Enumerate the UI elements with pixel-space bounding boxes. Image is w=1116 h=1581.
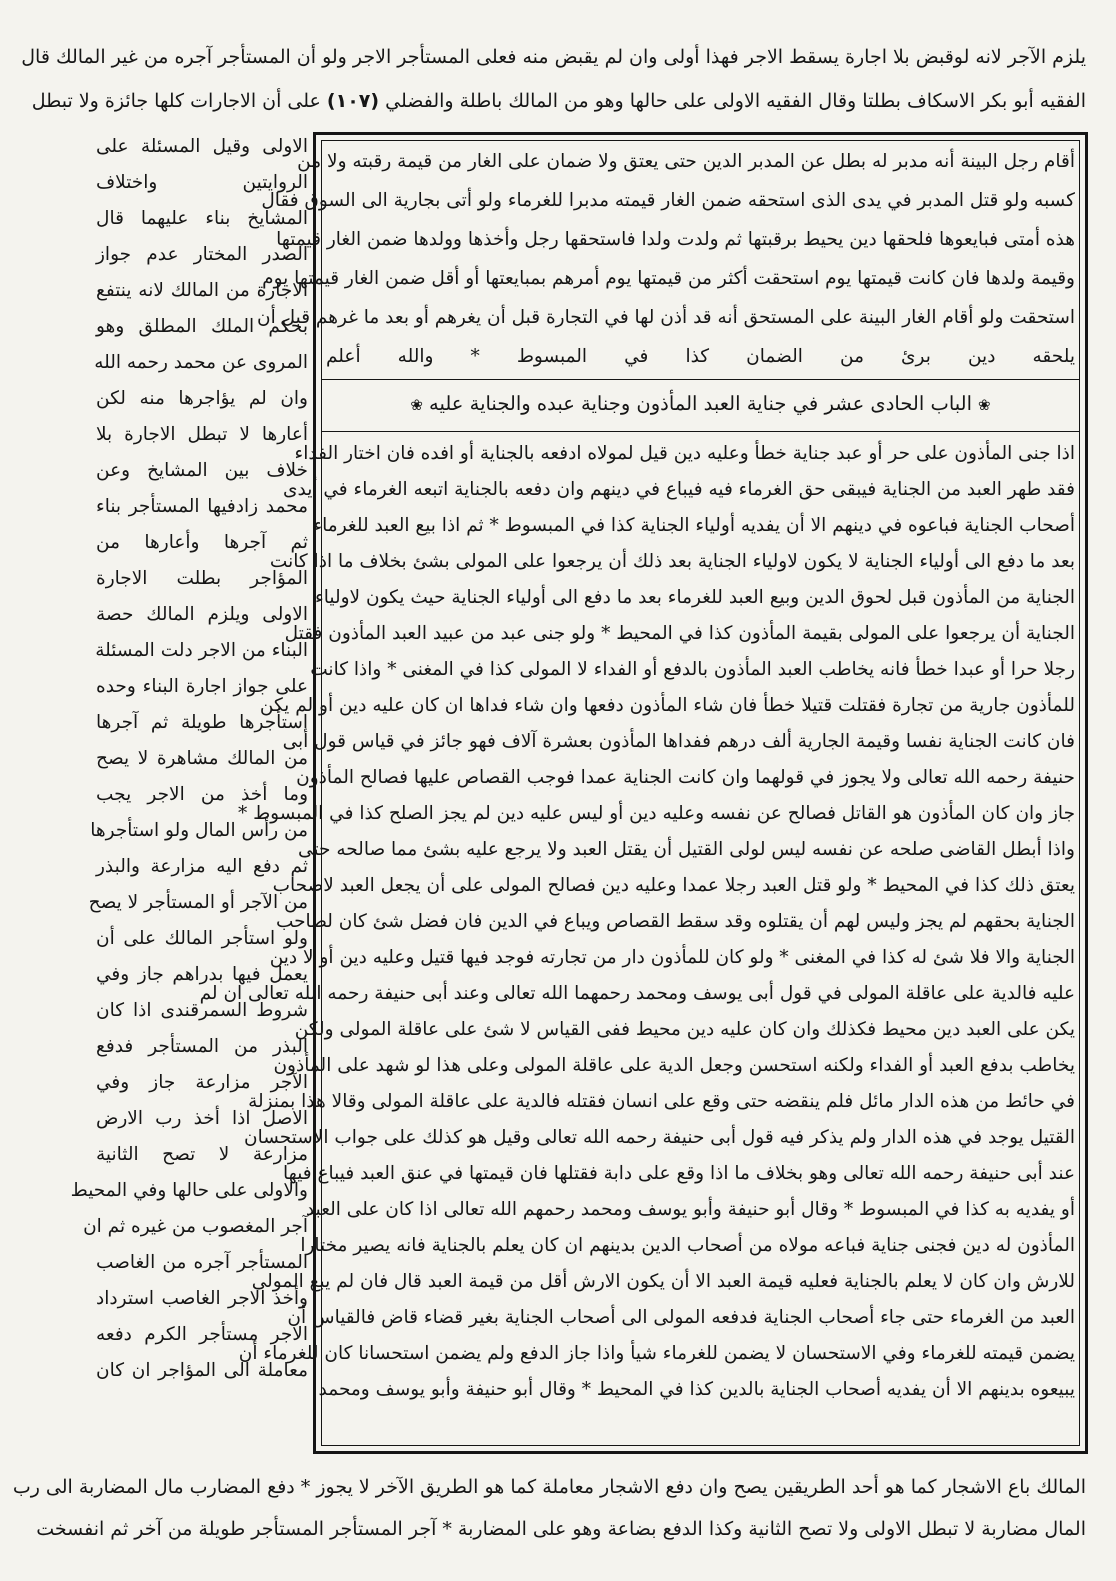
margin-line: الاصل اذا أخذ رب الارض <box>96 1108 308 1129</box>
margin-line: بحكم الملك المطلق وهو <box>96 316 308 337</box>
ornament-icon: ❀ <box>978 396 991 414</box>
margin-line: المشايخ بناء عليهما قال <box>96 208 308 229</box>
box-top-line: أقام رجل البينة أنه مدبر له بطل عن المدبر الدين حتى يعتق ولا ضمان على الغار من قيمة رقبته ولا من <box>297 151 1075 172</box>
box-main-line: الجناية بحقهم لم يجز وليس لهم أن يقتلوه وقد سقط القصاص ويباع في الدين فان فضل شئ كان لصاحب <box>275 911 1075 932</box>
margin-line: وأخذ الاجر الغاصب استرداد <box>96 1288 308 1309</box>
margin-line: محمد زادفيها المستأجر بناء <box>96 496 308 517</box>
box-main-line: المأذون له دين فجنى جناية فباعه مولاه من أصحاب الدين بدينهم ان كان يعلم بالجناية فانه يصير مختارا <box>300 1235 1075 1256</box>
margin-line: البذر من المستأجر فدفع <box>96 1036 308 1057</box>
margin-line: معاملة الى المؤاجر ان كان <box>96 1360 308 1381</box>
margin-line: المؤاجر بطلت الاجارة <box>96 568 308 589</box>
margin-line: البناء من الاجر دلت المسئلة <box>95 640 308 661</box>
margin-line: الاولى وقيل المسئلة على <box>96 136 308 157</box>
box-main-line: في حائط من هذه الدار مائل فلم ينقضه حتى وقع على انسان فقتله فالدية على عاقلة المولى وقالا هذا بمنزلة <box>248 1091 1075 1112</box>
box-main-line: عند أبى حنيفة رحمه الله تعالى وهو بخلاف ما اذا وقع على دابة فقتلها فان قيمتها في عنق العبد فيباع فيها <box>283 1163 1075 1184</box>
margin-line: شروط السمرقندى اذا كان <box>96 1000 308 1021</box>
margin-line: الاجر مستأجر الكرم دفعه <box>96 1324 308 1345</box>
box-main-line: العبد من الغرماء حتى جاء أصحاب الجناية فدفعه المولى الى أصحاب الجناية بغير قضاء قاض فالقياس أن <box>287 1307 1075 1328</box>
margin-line: أعارها لا تبطل الاجارة بلا <box>96 424 308 445</box>
margin-line: من الآجر أو المستأجر لا يصح <box>88 892 308 913</box>
box-main-line: الجناية والا فلا شئ له كذا في المغنى * ولو كان للمأذون دار من تجارته فوجد فيها قتيل وعليه دين أو لا دين <box>269 947 1075 968</box>
box-main-line: اذا جنى المأذون على حر أو عبد جناية خطأ وعليه دين قيل لمولاه ادفعه بالجناية أو افده فان اختار الفداء <box>294 443 1075 464</box>
margin-line: من المالك مشاهرة لا يصح <box>96 748 308 769</box>
section-rule-bottom <box>322 431 1079 432</box>
header-line-2 <box>31 84 1086 120</box>
margin-line: خلاف بين المشايخ وعن <box>96 460 308 481</box>
box-top-line: وقيمة ولدها فان كانت قيمتها يوم استحقت أكثر من قيمتها يوم أمرهم بمبايعتها أو أقل ضمن الغار قيمتها يوم <box>262 268 1075 289</box>
margin-line: ثم آجرها وأعارها من <box>96 532 308 553</box>
box-top-line: استحقت ولو أقام الغار البينة على المستحق أنه قد أذن لها في التجارة قبل أن يغرهم أو بعد ما غرهم قبل أن <box>257 307 1075 328</box>
chapter-title <box>326 387 1075 422</box>
margin-line: الروايتين واختلاف <box>96 172 308 193</box>
box-main-line: أصحاب الجناية فباعوه في دينهم الا أن يفديه أولياء الجناية كذا في المبسوط * ثم اذا بيع العبد للغرماء <box>313 515 1075 536</box>
box-main-line: يخاطب بدفع العبد أو الفداء ولكنه استحسن وجعل الدية على عاقلة المولى وعلى هذا لو شهد على المأذون <box>273 1055 1075 1076</box>
box-main-line: للمأذون جارية من تجارة فقتلت قتيلا خطأ فان شاء المأذون دفعها وان شاء فداها ان كان عليه دين أو لم يكن <box>259 695 1075 716</box>
margin-line: ولو استأجر المالك على أن <box>96 928 308 949</box>
box-main-line: عليه فالدية على عاقلة المولى في قول أبى يوسف ومحمد رحمهما الله تعالى وعند أبى حنيفة رحمه الله تعالى ان لم <box>199 983 1075 1004</box>
margin-line: يعمل فيها بدراهم جاز وفي <box>96 964 308 985</box>
section-rule-top <box>322 379 1079 380</box>
box-main-line: فان كانت الجناية نفسا وقيمة الجارية ألف درهم ففداها المأذون بعشرة آلاف فهو جائز في قياس قول أبى <box>282 731 1075 752</box>
box-top-line: هذه أمتى فبايعوها فلحقها دين يحيط برقبتها ثم ولدت ولدا فاستحقها رجل وأخذها وولدها ضمن الغار قيمتها <box>276 229 1075 250</box>
box-main-line: بعد ما دفع الى أولياء الجناية لا يكون لاولياء الجناية بعد ذلك أن يرجعوا على المولى بشئ بخلاف ما اذا كانت <box>269 551 1075 572</box>
margin-line: الصدر المختار عدم جواز <box>96 244 308 265</box>
margin-line: على جواز اجارة البناء وحده <box>96 676 308 697</box>
margin-line: المروى عن محمد رحمه الله <box>94 352 308 373</box>
footer-line-1: المالك باع الاشجار كما هو أحد الطريقين يصح وان دفع الاشجار معاملة كما هو الطريق الآخر لا يجوز * دفع المضارب مال المضاربة الى رب <box>12 1476 1086 1498</box>
box-main-line: جاز وان كان المأذون هو القاتل فصالح عن نفسه وعليه دين أو ليس عليه دين لم يجز الصلح كذا في المبسوط * <box>237 803 1075 824</box>
chapter-title-text: الباب الحادى عشر في جناية العبد المأذون وجناية عبده والجناية عليه <box>428 392 973 415</box>
margin-line: مزارعة لا تصح الثانية <box>96 1144 308 1165</box>
box-main-line: يكن على العبد دين محيط فكذلك وان كان عليه دين محيط ففى القياس لا شئ على عاقلة المولى ولكن <box>294 1019 1075 1040</box>
box-top-line: كسبه ولو قتل المدبر في يدى الذى استحقه ضمن الغار قيمته مدبرا للغرماء ولو أتى بجارية الى السوق فقال <box>261 190 1075 211</box>
page-number: (١٠٧) <box>326 90 380 112</box>
box-main-line: حنيفة رحمه الله تعالى ولا يجوز في قولهما وان كانت الجناية عمدا فوجب القصاص عليها فصالح المأذون <box>296 767 1075 788</box>
margin-line: الاولى ويلزم المالك حصة <box>96 604 308 625</box>
box-main-line: أو يفديه به كذا في المبسوط * وقال أبو حنيفة وأبو يوسف ومحمد رحمهم الله تعالى اذا كان على العبد <box>305 1199 1075 1220</box>
margin-line: الاجارة من المالك لانه ينتفع <box>96 280 308 301</box>
box-main-line: فقد طهر العبد من الجناية فيبقى حق الغرماء فيه فيباع في دينهم وان دفعه بالجناية اتبعه الغرماء في أيدى <box>283 479 1075 500</box>
box-main-line: الجناية من المأذون قبل لحوق الدين وبيع العبد للغرماء بعد ما دفع الى أولياء الجناية حيث يكون لاولياء <box>315 587 1075 608</box>
header-line-2-text: الفقيه أبو بكر الاسكاف بطلتا وقال الفقيه الاولى على حالها وهو من المالك باطلة والفضلي <box>385 90 1086 112</box>
box-main-line: الجناية أن يرجعوا على المولى بقيمة المأذون كذا في المحيط * ولو جنى عبد من عبيد العبد المأذون فقتل <box>284 623 1075 644</box>
header-line-2-end: على أن الاجارات كلها جائزة ولا تبطل <box>31 90 321 112</box>
box-main-line: رجلا حرا أو عبدا خطأ فانه يخاطب العبد المأذون بالدفع أو الفداء لا المولى كذا في المغنى * واذا كانت <box>310 659 1075 680</box>
margin-line: المستأجر آجره من الغاصب <box>96 1252 308 1273</box>
footer-line-2: المال مضاربة لا تبطل الاولى ولا تصح الثانية وكذا الدفع بضاعة وهو على المضاربة * آجر المستأجر المستأجر طويلة من آخر ثم انفسخت <box>36 1518 1086 1540</box>
margin-line: آجر المغصوب من غيره ثم ان <box>83 1216 308 1237</box>
margin-line: ثم دفع اليه مزارعة والبذر <box>96 856 308 877</box>
margin-line: استأجرها طويلة ثم آجرها <box>96 712 308 733</box>
header-line-1: يلزم الآجر لانه لوقبض بلا اجارة يسقط الاجر فهذا أولى وان لم يقبض منه فعلى المستأجر الاجر ولو أن المستأجر آجره من غير المالك قال <box>21 46 1086 68</box>
margin-line: والاولى على حالها وفي المحيط <box>70 1180 308 1201</box>
margin-line: من رأس المال ولو استأجرها <box>90 820 308 841</box>
box-main-line: واذا أبطل القاضى صلحه عن نفسه ليس لولى القتيل أن يقتل العبد ولا يرجع عليه بشئ مما صالحه حتى <box>298 839 1075 860</box>
box-main-line: يضمن قيمته للغرماء وفي الاستحسان لا يضمن للغرماء شيأ واذا جاز الدفع ولم يضمن استحسانا كان للغرماء أن <box>238 1343 1075 1364</box>
box-main-line: يبيعوه بدينهم الا أن يفديه أصحاب الجناية بالدين كذا في المحيط * وقال أبو حنيفة وأبو يوسف ومحمد <box>318 1379 1075 1400</box>
box-main-line: للارش وان كان لا يعلم بالجناية فعليه قيمة العبد الا أن يكون الارش أقل من قيمة العبد قال فان لم يبع المولى <box>251 1271 1075 1292</box>
box-top-line: يلحقه دين برئ من الضمان كذا في المبسوط * والله أعلم <box>326 346 1075 367</box>
box-main-line: القتيل يوجد في هذه الدار ولم يذكر فيه قول أبى حنيفة رحمه الله تعالى وقيل هو كذلك على جواب الاستحسان <box>244 1127 1075 1148</box>
margin-line: وما أخذ من الاجر يجب <box>96 784 308 805</box>
margin-line: الآجر مزارعة جاز وفي <box>96 1072 308 1093</box>
ornament-icon: ❀ <box>410 396 423 414</box>
margin-line: وان لم يؤاجرها منه لكن <box>96 388 308 409</box>
box-main-line: يعتق ذلك كذا في المحيط * ولو قتل العبد رجلا عمدا وعليه دين فصالح المولى على أن يجعل العبد لاصحاب <box>272 875 1075 896</box>
